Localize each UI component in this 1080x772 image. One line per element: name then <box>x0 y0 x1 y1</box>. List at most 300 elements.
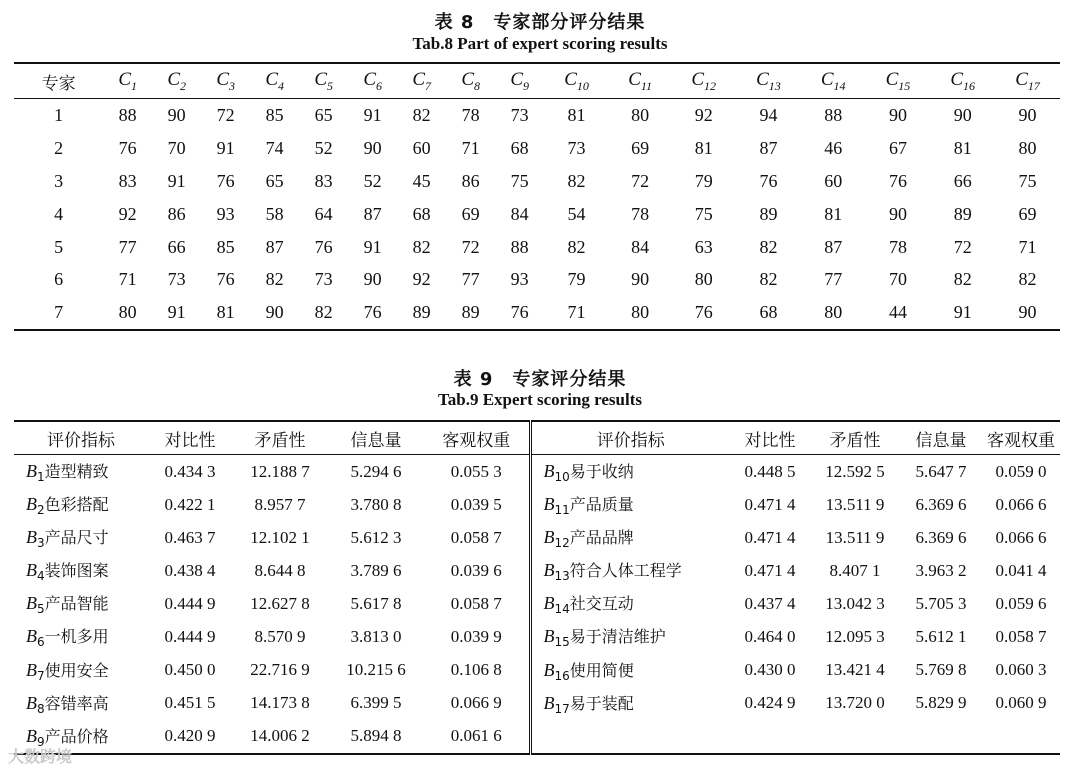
indicator-name: 产品质量 <box>569 495 634 515</box>
value-cell-contrast: 0.451 5 <box>164 693 216 713</box>
score-cell: 90 <box>1018 104 1037 125</box>
score-cell: 87 <box>265 236 284 257</box>
table9-row <box>14 455 1060 489</box>
table9-header-cell: 信息量 <box>328 421 424 455</box>
criterion-index: 14 <box>833 78 846 93</box>
table8-header-criterion <box>446 63 495 99</box>
score-cell: 89 <box>759 203 778 224</box>
value-cell-weight: 0.059 6 <box>995 593 1047 613</box>
value-cell-weight: 0.039 9 <box>424 620 530 653</box>
score-cell: 90 <box>363 269 382 290</box>
value-cell-weight: 0.066 9 <box>424 687 530 720</box>
table9-row <box>14 620 1060 653</box>
table8-caption-cn: 表 8 专家部分评分结果 <box>434 12 646 33</box>
value-cell-conflict: 8.570 9 <box>254 627 306 647</box>
indicator-index: 14 <box>554 602 570 617</box>
table8-header-criterion <box>152 63 201 99</box>
score-cell: 52 <box>363 170 382 191</box>
indicator-code: B <box>543 460 555 481</box>
criterion-index: 8 <box>474 78 481 93</box>
value-cell-info: 6.369 6 <box>915 494 967 514</box>
indicator-name: 使用安全 <box>44 660 109 680</box>
indicator-index: 4 <box>37 569 45 584</box>
table8-header-criterion <box>544 63 609 99</box>
criterion-index: 15 <box>898 78 911 93</box>
score-cell: 75 <box>510 170 529 191</box>
score-cell: 81 <box>567 104 586 125</box>
criterion-index: 4 <box>278 78 285 93</box>
table8-body <box>14 99 1060 331</box>
table9-header-cell: 矛盾性 <box>810 421 900 455</box>
table8-header-criterion <box>866 63 931 99</box>
score-cell: 79 <box>694 170 713 191</box>
score-cell: 78 <box>631 203 650 224</box>
criterion-letter: C <box>1015 68 1028 90</box>
table8-header-expert: 专家 <box>14 63 103 99</box>
score-cell: 90 <box>888 104 907 125</box>
value-cell-info: 5.829 9 <box>915 693 967 713</box>
criterion-index: 17 <box>1027 78 1040 93</box>
table8-header-criterion <box>609 63 671 99</box>
value-cell-contrast: 0.471 4 <box>744 494 796 514</box>
value-cell-weight: 0.041 4 <box>995 560 1047 580</box>
value-cell-info: 3.813 0 <box>350 627 402 647</box>
table8-row <box>14 263 1060 296</box>
indicator-cell <box>530 654 730 687</box>
score-cell: 92 <box>412 269 431 290</box>
indicator-cell <box>530 587 730 620</box>
value-cell-info: 5.647 7 <box>915 461 967 481</box>
score-cell: 82 <box>412 104 431 125</box>
score-cell: 81 <box>216 302 235 323</box>
table8-header-criterion <box>299 63 348 99</box>
indicator-cell <box>530 488 730 521</box>
indicator-name: 易于装配 <box>569 693 634 713</box>
indicator-cell <box>14 587 148 620</box>
indicator-name: 产品智能 <box>44 594 109 614</box>
indicator-name: 造型精致 <box>44 461 109 481</box>
criterion-letter: C <box>628 68 641 90</box>
score-cell: 80 <box>118 302 137 323</box>
indicator-name: 易于清洁维护 <box>569 627 666 647</box>
score-cell: 82 <box>314 302 333 323</box>
indicator-code: B <box>26 560 37 581</box>
criterion-letter: C <box>265 68 279 90</box>
table9-header-cell: 对比性 <box>148 421 232 455</box>
score-cell: 90 <box>631 269 650 290</box>
score-cell: 85 <box>265 104 284 125</box>
score-cell: 90 <box>167 104 186 125</box>
value-cell-conflict: 8.957 7 <box>254 494 306 514</box>
score-cell: 68 <box>412 203 431 224</box>
table9-header-cell: 客观权重 <box>982 421 1060 455</box>
indicator-cell <box>14 521 148 554</box>
value-cell-weight: 0.060 3 <box>995 660 1047 680</box>
value-cell-weight: 0.039 5 <box>424 488 530 521</box>
value-cell-contrast: 0.471 4 <box>744 527 796 547</box>
score-cell: 77 <box>118 236 137 257</box>
value-cell-weight: 0.058 7 <box>424 587 530 620</box>
value-cell-contrast: 0.434 3 <box>164 461 216 481</box>
score-cell: 80 <box>824 302 843 323</box>
score-cell: 92 <box>118 203 137 224</box>
criterion-index: 1 <box>131 78 138 93</box>
indicator-code: B <box>26 494 37 515</box>
expert-id: 1 <box>54 104 64 125</box>
indicator-cell <box>530 455 730 489</box>
watermark: 大数跨境 <box>8 747 73 766</box>
score-cell: 58 <box>265 203 284 224</box>
value-cell-conflict: 13.720 0 <box>825 693 885 713</box>
score-cell: 94 <box>759 104 778 125</box>
indicator-name: 色彩搭配 <box>44 495 109 515</box>
indicator-code: B <box>543 527 555 548</box>
criterion-letter: C <box>564 68 577 90</box>
criterion-index: 3 <box>229 78 236 93</box>
indicator-code: B <box>543 494 555 515</box>
table8-header-criterion <box>201 63 250 99</box>
score-cell: 68 <box>510 137 529 158</box>
table9-row <box>14 654 1060 687</box>
score-cell: 76 <box>314 236 333 257</box>
score-cell: 71 <box>567 302 586 323</box>
indicator-code: B <box>543 692 555 713</box>
score-cell: 86 <box>461 170 480 191</box>
value-cell-weight: 0.066 6 <box>995 494 1047 514</box>
value-cell-contrast: 0.450 0 <box>164 660 216 680</box>
value-cell-contrast: 0.430 0 <box>744 660 796 680</box>
value-cell-contrast: 0.463 7 <box>164 527 216 547</box>
table9-row <box>14 554 1060 587</box>
table8-header-criterion <box>495 63 544 99</box>
value-cell-info: 3.789 6 <box>350 560 402 580</box>
score-cell: 77 <box>824 269 843 290</box>
score-cell: 82 <box>412 236 431 257</box>
table9-body <box>14 455 1060 754</box>
value-cell-weight: 0.055 3 <box>424 455 530 489</box>
score-cell: 76 <box>118 137 137 158</box>
criterion-letter: C <box>691 68 705 90</box>
table8-caption-en: Tab.8 Part of expert scoring results <box>412 34 668 53</box>
score-cell: 72 <box>216 104 235 125</box>
score-cell: 69 <box>631 137 650 158</box>
score-cell: 89 <box>953 203 972 224</box>
table8-row <box>14 132 1060 165</box>
empty-cell <box>810 720 900 754</box>
indicator-cell <box>530 687 730 720</box>
table9-row <box>14 720 1060 754</box>
value-cell-conflict: 14.006 2 <box>250 726 310 746</box>
indicator-cell <box>14 488 148 521</box>
table9-header-row <box>14 421 1060 455</box>
table8-row <box>14 165 1060 198</box>
criterion-index: 5 <box>327 78 334 93</box>
score-cell: 91 <box>953 302 972 323</box>
value-cell-weight: 0.066 6 <box>995 527 1047 547</box>
criterion-letter: C <box>216 68 230 90</box>
score-cell: 70 <box>888 269 907 290</box>
value-cell-contrast: 0.437 4 <box>744 593 796 613</box>
table9-caption-cn: 表 9 专家评分结果 <box>453 369 627 390</box>
score-cell: 60 <box>412 137 431 158</box>
criterion-letter: C <box>950 68 964 90</box>
indicator-code: B <box>543 593 555 614</box>
score-cell: 93 <box>510 269 529 290</box>
score-cell: 65 <box>314 104 333 125</box>
value-cell-conflict: 12.102 1 <box>250 527 310 547</box>
indicator-name: 装饰图案 <box>44 561 109 581</box>
value-cell-contrast: 0.444 9 <box>164 627 216 647</box>
empty-cell <box>982 720 1060 754</box>
indicator-index: 17 <box>554 701 570 716</box>
value-cell-info: 3.780 8 <box>350 494 402 514</box>
criterion-letter: C <box>461 68 475 90</box>
indicator-code: B <box>543 626 555 647</box>
score-cell: 91 <box>363 236 382 257</box>
criterion-index: 11 <box>640 78 653 93</box>
indicator-index: 5 <box>37 602 45 617</box>
score-cell: 90 <box>265 302 284 323</box>
score-cell: 82 <box>567 170 586 191</box>
table8-header-criterion <box>103 63 152 99</box>
expert-id: 4 <box>54 203 64 224</box>
table8-header-criterion <box>736 63 801 99</box>
value-cell-info: 5.612 3 <box>350 527 402 547</box>
value-cell-contrast: 0.471 4 <box>744 560 796 580</box>
score-cell: 76 <box>216 269 235 290</box>
value-cell-contrast: 0.420 9 <box>164 726 216 746</box>
criterion-letter: C <box>885 68 899 90</box>
value-cell-weight: 0.058 7 <box>424 521 530 554</box>
score-cell: 87 <box>824 236 843 257</box>
value-cell-weight: 0.039 6 <box>424 554 530 587</box>
table8 <box>14 62 1060 331</box>
indicator-index: 2 <box>37 503 45 518</box>
indicator-cell <box>530 554 730 587</box>
criterion-index: 10 <box>576 78 589 93</box>
score-cell: 73 <box>167 269 186 290</box>
criterion-index: 9 <box>523 78 530 93</box>
table8-row <box>14 231 1060 264</box>
table8-row <box>14 99 1060 132</box>
score-cell: 88 <box>118 104 137 125</box>
value-cell-conflict: 13.042 3 <box>825 593 885 613</box>
indicator-index: 15 <box>554 635 570 650</box>
table9-header-cell: 矛盾性 <box>232 421 328 455</box>
table8-header-criterion <box>250 63 299 99</box>
criterion-letter: C <box>412 68 426 90</box>
score-cell: 78 <box>888 236 907 257</box>
score-cell: 76 <box>888 170 907 191</box>
table9-header-cell: 评价指标 <box>530 421 730 455</box>
score-cell: 72 <box>953 236 972 257</box>
indicator-index: 10 <box>554 470 570 485</box>
score-cell: 84 <box>510 203 529 224</box>
criterion-letter: C <box>167 68 181 90</box>
criterion-letter: C <box>314 68 328 90</box>
criterion-letter: C <box>363 68 377 90</box>
expert-id: 5 <box>54 236 64 257</box>
indicator-index: 1 <box>37 470 45 485</box>
indicator-index: 6 <box>37 635 45 650</box>
empty-cell <box>900 720 982 754</box>
table9-header-cell: 对比性 <box>730 421 810 455</box>
value-cell-info: 5.617 8 <box>350 593 402 613</box>
score-cell: 66 <box>953 170 972 191</box>
score-cell: 82 <box>567 236 586 257</box>
score-cell: 80 <box>1018 137 1037 158</box>
score-cell: 76 <box>759 170 778 191</box>
score-cell: 89 <box>461 302 480 323</box>
value-cell-conflict: 13.511 9 <box>825 527 885 547</box>
score-cell: 80 <box>631 302 650 323</box>
score-cell: 78 <box>461 104 480 125</box>
table8-header-criterion <box>397 63 446 99</box>
value-cell-contrast: 0.444 9 <box>164 593 216 613</box>
score-cell: 91 <box>216 137 235 158</box>
score-cell: 76 <box>694 302 713 323</box>
score-cell: 54 <box>567 203 586 224</box>
score-cell: 67 <box>888 137 907 158</box>
value-cell-contrast: 0.438 4 <box>164 560 216 580</box>
score-cell: 72 <box>631 170 650 191</box>
table9-caption-en: Tab.9 Expert scoring results <box>437 390 643 409</box>
indicator-index: 8 <box>37 701 45 716</box>
score-cell: 75 <box>1018 170 1037 191</box>
indicator-index: 3 <box>37 536 45 551</box>
table9-row <box>14 687 1060 720</box>
table9-header-cell: 信息量 <box>900 421 982 455</box>
score-cell: 93 <box>216 203 235 224</box>
value-cell-info: 6.369 6 <box>915 527 967 547</box>
score-cell: 85 <box>216 236 235 257</box>
value-cell-info: 5.294 6 <box>350 461 402 481</box>
indicator-name: 使用简便 <box>569 660 634 680</box>
table9-header-cell: 客观权重 <box>424 421 530 455</box>
indicator-index: 12 <box>554 536 570 551</box>
criterion-letter: C <box>756 68 769 90</box>
table9-row <box>14 587 1060 620</box>
score-cell: 82 <box>1018 269 1037 290</box>
score-cell: 84 <box>631 236 650 257</box>
indicator-code: B <box>543 560 555 581</box>
score-cell: 63 <box>694 236 713 257</box>
indicator-cell <box>14 654 148 687</box>
score-cell: 81 <box>953 137 972 158</box>
value-cell-contrast: 0.422 1 <box>164 494 216 514</box>
indicator-cell <box>14 455 148 489</box>
score-cell: 71 <box>1018 236 1037 257</box>
score-cell: 52 <box>314 137 333 158</box>
criterion-index: 12 <box>704 78 717 93</box>
indicator-name: 产品品牌 <box>569 528 634 548</box>
indicator-name: 易于收纳 <box>569 461 634 481</box>
table9-row <box>14 521 1060 554</box>
value-cell-contrast: 0.424 9 <box>744 693 796 713</box>
indicator-name: 符合人体工程学 <box>569 561 682 581</box>
indicator-index: 7 <box>37 668 45 683</box>
score-cell: 69 <box>461 203 480 224</box>
value-cell-conflict: 8.407 1 <box>829 560 881 580</box>
score-cell: 82 <box>265 269 284 290</box>
score-cell: 72 <box>461 236 480 257</box>
score-cell: 45 <box>412 170 431 191</box>
score-cell: 69 <box>1018 203 1037 224</box>
value-cell-conflict: 13.421 4 <box>825 660 885 680</box>
criterion-index: 16 <box>963 78 976 93</box>
indicator-code: B <box>543 659 555 680</box>
score-cell: 81 <box>824 203 843 224</box>
score-cell: 91 <box>363 104 382 125</box>
expert-id: 3 <box>54 170 64 191</box>
value-cell-info: 5.612 1 <box>915 627 967 647</box>
score-cell: 83 <box>314 170 333 191</box>
score-cell: 83 <box>118 170 137 191</box>
criterion-letter: C <box>510 68 524 90</box>
score-cell: 90 <box>953 104 972 125</box>
value-cell-conflict: 12.188 7 <box>250 461 310 481</box>
table8-row <box>14 198 1060 231</box>
indicator-cell <box>530 521 730 554</box>
empty-cell <box>730 720 810 754</box>
score-cell: 90 <box>363 137 382 158</box>
score-cell: 76 <box>510 302 529 323</box>
score-cell: 74 <box>265 137 284 158</box>
indicator-cell <box>14 620 148 653</box>
score-cell: 88 <box>510 236 529 257</box>
indicator-name: 容错率高 <box>44 693 109 713</box>
criterion-letter: C <box>118 68 132 90</box>
criterion-index: 6 <box>376 78 383 93</box>
value-cell-contrast: 0.464 0 <box>744 627 796 647</box>
score-cell: 77 <box>461 269 480 290</box>
score-cell: 91 <box>167 170 186 191</box>
score-cell: 91 <box>167 302 186 323</box>
criterion-letter: C <box>820 68 834 90</box>
score-cell: 87 <box>759 137 778 158</box>
table8-row <box>14 296 1060 330</box>
indicator-cell <box>14 554 148 587</box>
indicator-cell <box>14 687 148 720</box>
value-cell-weight: 0.061 6 <box>424 720 530 754</box>
indicator-code: B <box>26 725 37 746</box>
value-cell-info: 5.894 8 <box>350 726 402 746</box>
indicator-name: 社交互动 <box>569 594 634 614</box>
score-cell: 82 <box>953 269 972 290</box>
indicator-index: 9 <box>37 734 45 749</box>
score-cell: 88 <box>824 104 843 125</box>
score-cell: 80 <box>694 269 713 290</box>
score-cell: 73 <box>314 269 333 290</box>
score-cell: 44 <box>888 302 907 323</box>
table9 <box>14 420 1060 755</box>
score-cell: 46 <box>824 137 843 158</box>
score-cell: 70 <box>167 137 186 158</box>
score-cell: 73 <box>567 137 586 158</box>
score-cell: 76 <box>363 302 382 323</box>
score-cell: 82 <box>759 269 778 290</box>
value-cell-info: 3.963 2 <box>915 560 967 580</box>
score-cell: 92 <box>694 104 713 125</box>
score-cell: 87 <box>363 203 382 224</box>
criterion-index: 7 <box>425 78 432 93</box>
indicator-code: B <box>26 692 37 713</box>
expert-id: 7 <box>54 302 64 323</box>
value-cell-conflict: 14.173 8 <box>250 693 310 713</box>
score-cell: 73 <box>510 104 529 125</box>
score-cell: 68 <box>759 302 778 323</box>
criterion-index: 13 <box>768 78 781 93</box>
